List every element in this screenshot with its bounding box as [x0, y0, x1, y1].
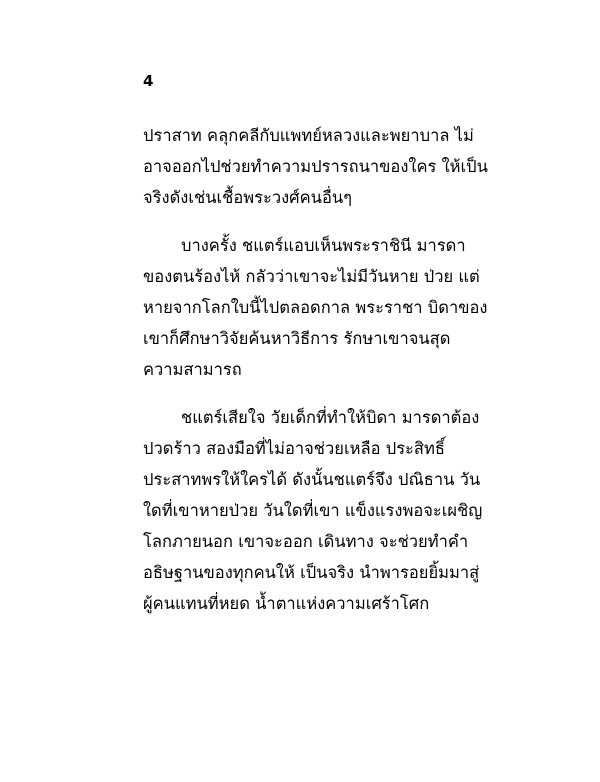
paragraph: ปราสาท คลุกคลีกับแพทย์หลวงและพยาบาล ไม่อาจออกไปช่วยทำความปรารถนาของใคร ให้เป็นจริงดังเช่นเชื้อพระวงศ์คนอื่นๆ [143, 126, 488, 207]
body-text-block [143, 120, 488, 619]
paragraph: บางครั้ง ชแตร์แอบเห็นพระราชินี มารดาของตนร้องไห้ กลัวว่าเขาจะไม่มีวันหาย ป่วย แต่หายจากโลกใบนี้ไปตลอดกาล พระราชา บิดาของเขาก็ศึกษาวิจัยค้นหาวิธีการ รักษาเขาจนสุดความสามารถ [143, 236, 488, 379]
paragraph: ชแตร์เสียใจ วัยเด็กที่ทำให้บิดา มารดาต้องปวดร้าว สองมือที่ไม่อาจช่วยเหลือ ประสิทธิ์ประสาทพรให้ใครได้ ดังนั้นชแตร์จึง ปณิธาน วันใดที่เขาหายป่วย วันใดที่เขา แข็งแรงพอจะเผชิญโลกภายนอก เขาจะออก เดินทาง จะช่วยทำคำอธิษฐานของทุกคนให้ เป็นจริง นำพารอยยิ้มมาสู่ผู้คนแทนที่หยด น้ำตาแห่งความเศร้าโศก [143, 408, 483, 613]
page-number: 4 [143, 72, 154, 90]
